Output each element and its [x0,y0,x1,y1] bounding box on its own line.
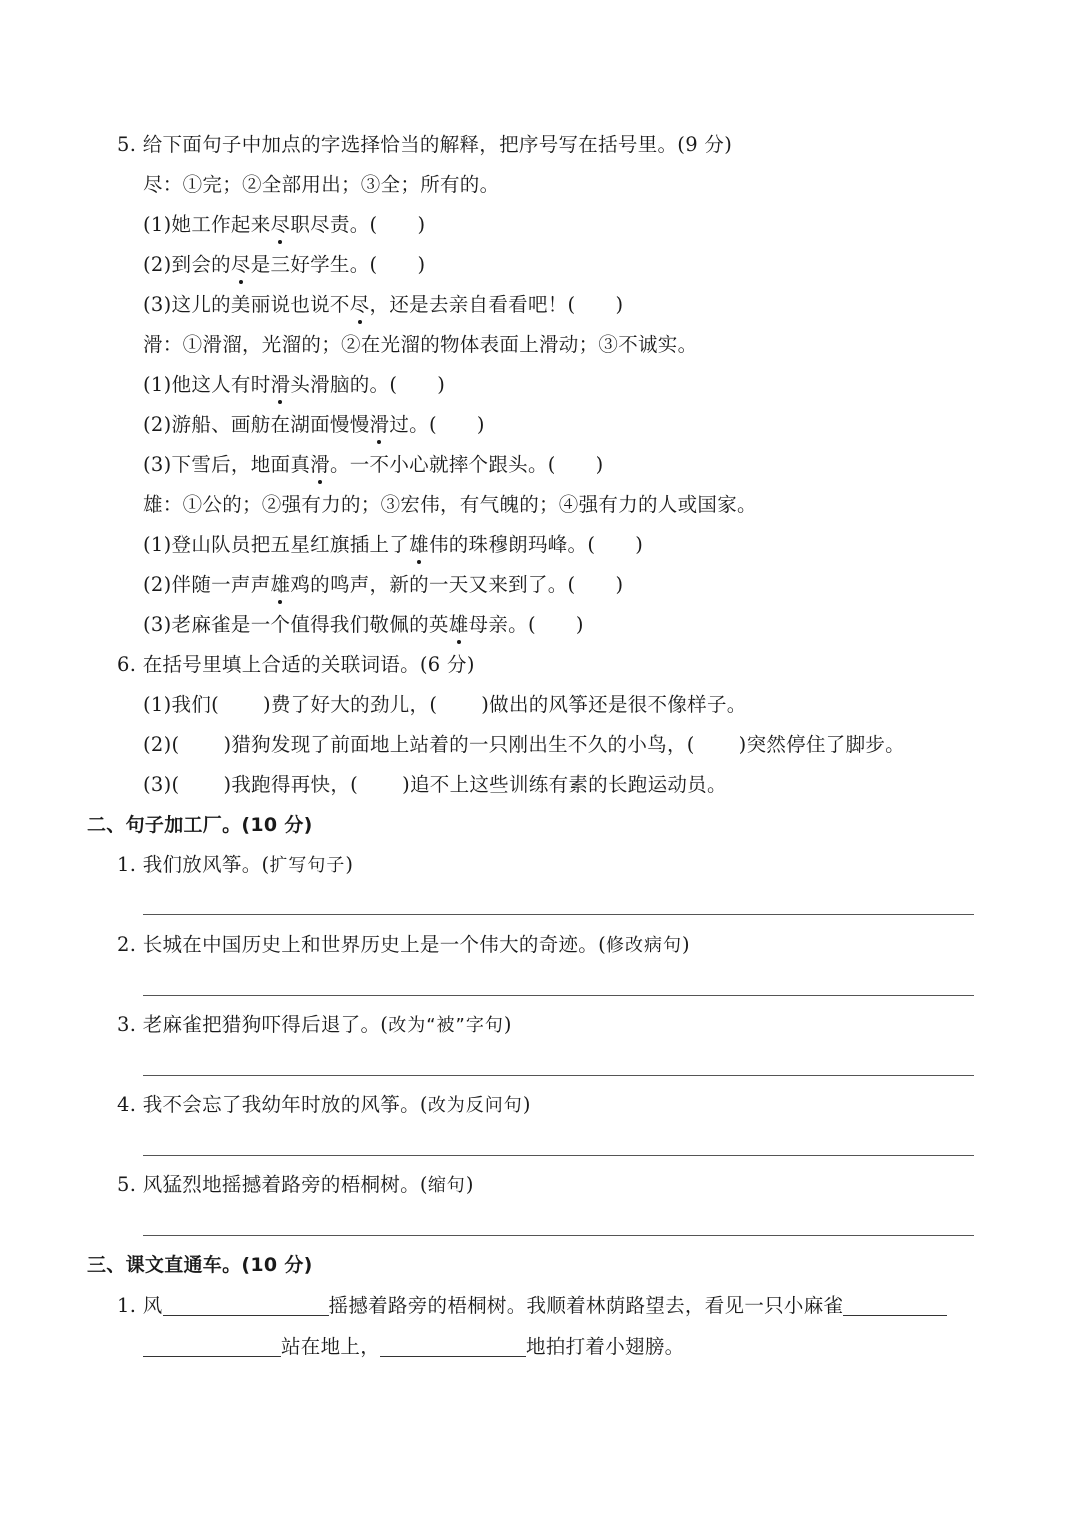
q5-xiong-item-1: (1)登山队员把五星红旗插上了雄伟的珠穆朗玛峰。( ) [143,528,643,562]
fill-blank[interactable] [143,1334,281,1357]
answer-line[interactable] [143,914,974,915]
q5-jin-item-3: (3)这儿的美丽说也说不尽，还是去亲自看看吧！( ) [143,288,623,322]
q5-hua-item-2: (2)游船、画舫在湖面慢慢滑过。( ) [143,408,485,442]
sec2-item-1: 1. 我们放风筝。(扩写句子) [117,853,354,876]
dotted-char: 雄 [271,568,291,602]
fill-blank[interactable] [843,1293,947,1316]
fill-blank[interactable] [163,1293,329,1316]
sec3-item-1-line-1: 1. 风 摇撼着路旁的梧桐树。我顺着林荫路望去，看见一只小麻雀 [117,1289,947,1323]
q5-jin-item-1: (1)她工作起来尽职尽责。( ) [143,208,425,242]
dotted-char: 尽 [231,248,251,282]
q6-item-1: (1)我们( )费了好大的劲儿，( )做出的风筝还是很不像样子。 [143,693,747,716]
sec2-item-2: 2. 长城在中国历史上和世界历史上是一个伟大的奇迹。(修改病句) [117,933,690,956]
fill-blank[interactable] [380,1334,526,1357]
sec3-item-1-line-2: 站在地上， 地拍打着小翅膀。 [143,1330,684,1364]
answer-line[interactable] [143,1155,974,1156]
sec2-item-4: 4. 我不会忘了我幼年时放的风筝。(改为反问句) [117,1093,531,1116]
q6-item-3: (3)( )我跑得再快，( )追不上这些训练有素的长跑运动员。 [143,773,727,796]
dotted-char: 滑 [271,368,291,402]
dotted-char: 滑 [370,408,390,442]
section-3-title: 三、课文直通车。(10 分) [87,1254,313,1276]
q6-title: 6. 在括号里填上合适的关联词语。(6 分) [117,653,475,676]
q5-hua-item-1: (1)他这人有时滑头滑脑的。( ) [143,368,445,402]
dotted-char: 滑 [310,448,330,482]
dotted-char: 尽 [350,288,370,322]
q5-hua-item-3: (3)下雪后，地面真滑。一不小心就摔个跟头。( ) [143,448,604,482]
q6-item-2: (2)( )猎狗发现了前面地上站着的一只刚出生不久的小鸟，( )突然停住了脚步。 [143,733,905,756]
q5-title: 5. 给下面句子中加点的字选择恰当的解释，把序号写在括号里。(9 分) [117,133,733,156]
sec2-item-3: 3. 老麻雀把猎狗吓得后退了。(改为“被”字句) [117,1013,512,1036]
answer-line[interactable] [143,1235,974,1236]
sec2-item-5: 5. 风猛烈地摇撼着路旁的梧桐树。(缩句) [117,1173,474,1196]
answer-line[interactable] [143,1075,974,1076]
definition-hua: 滑：①滑溜，光溜的；②在光溜的物体表面上滑动；③不诚实。 [143,333,698,356]
section-2-title: 二、句子加工厂。(10 分) [87,814,313,836]
definition-xiong: 雄：①公的；②强有力的；③宏伟，有气魄的；④强有力的人或国家。 [143,493,757,516]
answer-line[interactable] [143,995,974,996]
q5-jin-item-2: (2)到会的尽是三好学生。( ) [143,248,425,282]
q5-xiong-item-2: (2)伴随一声声雄鸡的鸣声，新的一天又来到了。( ) [143,568,623,602]
q5-xiong-item-3: (3)老麻雀是一个值得我们敬佩的英雄母亲。( ) [143,608,584,642]
dotted-char: 雄 [409,528,429,562]
dotted-char: 尽 [271,208,291,242]
dotted-char: 雄 [449,608,469,642]
definition-jin: 尽：①完；②全部用出；③全；所有的。 [143,173,500,196]
